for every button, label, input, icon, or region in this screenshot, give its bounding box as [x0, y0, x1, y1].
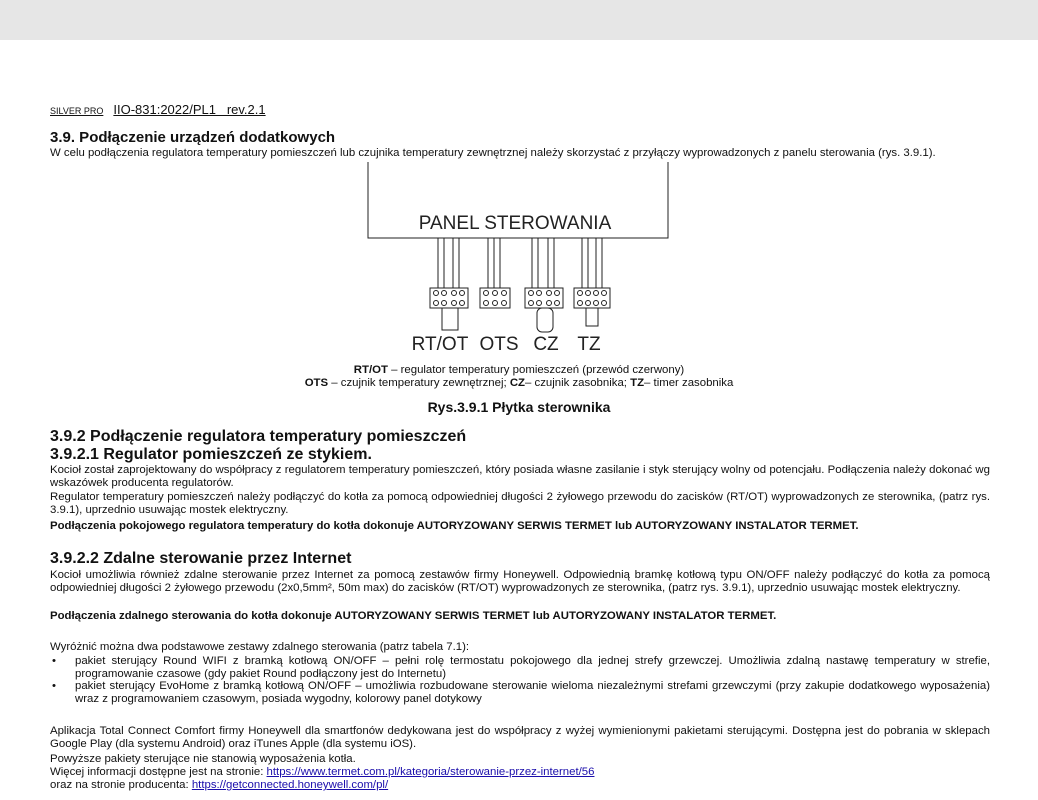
figure-caption: Rys.3.9.1 Płytka sterownika [427, 399, 611, 415]
termet-link[interactable]: https://www.termet.com.pl/kategoria/sterowanie-przez-internet/56 [266, 766, 595, 778]
list-item: • pakiet sterujący EvoHome z bramką kotłową ON/OFF – umożliwia rozbudowane sterowanie wieloma niezależnymi strefami grzewczymi (przy zakupie dodatkowego wyposażenia) wraz z programowaniem czasowym, posiada wygodny, kolorowy panel dotykowy [50, 680, 990, 705]
connector-label-cz: CZ [533, 334, 559, 355]
paragraph-3-9-2-2-b: Podłączenia zdalnego sterowania do kotła dokonuje AUTORYZOWANY SERWIS TERMET lub AUTORYZOWANY INSTALATOR TERMET. [50, 610, 777, 622]
connector-ots [480, 238, 510, 308]
subsection-title-3-9-2-1: 3.9.2.1 Regulator pomieszczeń ze stykiem. [50, 446, 372, 463]
connector-tz [574, 238, 610, 326]
controller-board-diagram [360, 160, 680, 355]
section-intro: W celu podłączenia regulatora temperatury pomieszczeń lub czujnika temperatury zewnętrznej należy skorzystać z przyłączy wyprowadzonych z panelu sterowania (rys. 3.9.1). [50, 147, 936, 159]
paragraph-3-9-2-2-c: Wyróżnić można dwa podstawowe zestawy zdalnego sterowania (patrz tabela 7.1): [50, 641, 470, 653]
connector-label-ots: OTS [479, 334, 519, 355]
honeywell-link[interactable]: https://getconnected.honeywell.com/pl/ [191, 779, 389, 791]
producer-info-line: oraz na stronie producenta: https://getconnected.honeywell.com/pl/ [50, 779, 389, 791]
figure-legend-line-2: OTS – czujnik temperatury zewnętrznej; CZ– czujnik zasobnika; TZ– timer zasobnika [304, 377, 734, 389]
remote-control-sets-list [50, 655, 990, 705]
subsection-title-3-9-2: 3.9.2 Podłączenie regulatora temperatury pomieszczeń [50, 428, 467, 445]
paragraph-3-9-2-2-e: Powyższe pakiety sterujące nie stanowią wyposażenia kotła. [50, 753, 356, 765]
panel-label: PANEL STEROWANIA [418, 213, 612, 234]
list-item: • pakiet sterujący Round WIFI z bramką kotłową ON/OFF – pełni rolę termostatu pokojowego dla jednej strefy grzewczej. Umożliwia zdalną nastawę temperatury w strefie, programowanie czasowe (gdy pakiet Round podłączony jest do Internetu) [50, 655, 990, 680]
connector-rt-ot [430, 238, 468, 330]
figure-legend-line-1: RT/OT – regulator temperatury pomieszczeń (przewód czerwony) [353, 364, 685, 376]
brand-label: SILVER PRO [50, 106, 104, 116]
paragraph-3-9-2-1-b: Regulator temperatury pomieszczeń należy podłączyć do kotła za pomocą odpowiedniej długości 2 żyłowego przewodu do zacisków (RT/OT) wyprowadzonych ze sterownika, (patrz rys. 3.9.1), uprzednio usuwając mostek elektryczny. [50, 491, 990, 516]
more-info-line: Więcej informacji dostępne jest na stronie: https://www.termet.com.pl/kategoria/sterowanie-przez-internet/56 [50, 766, 595, 778]
connector-label-rt-ot: RT/OT [411, 334, 469, 355]
paragraph-3-9-2-1-c: Podłączenia pokojowego regulatora temperatury do kotła dokonuje AUTORYZOWANY SERWIS TERMET lub AUTORYZOWANY INSTALATOR TERMET. [50, 520, 859, 532]
connector-label-tz: TZ [577, 334, 601, 355]
doc-reference: IIO-831:2022/PL1 rev.2.1 [113, 102, 266, 117]
section-title: 3.9. Podłączenie urządzeń dodatkowych [50, 129, 336, 146]
paragraph-3-9-2-2-d: Aplikacja Total Connect Comfort firmy Honeywell dla smartfonów dedykowana jest do współpracy z wyżej wymienionymi pakietami sterującymi. Dostępna jest do pobrania w sklepach Google Play (dla systemu Android) oraz iTunes Apple (dla systemu iOS). [50, 725, 990, 750]
paragraph-3-9-2-2-a: Kocioł umożliwia również zdalne sterowanie przez Internet za pomocą zestawów firmy Honeywell. Odpowiednią bramkę kotłową typu ON/OFF należy podłączyć do kotła za pomocą odpowiedniej długości 2 żyłowego przewodu (2x0,5mm², 50m max) do zacisków (RT/OT) wyprowadzonych ze sterownika, (patrz rys. 3.9.1), uprzednio usuwając mostek elektryczny. [50, 569, 990, 594]
subsection-title-3-9-2-2: 3.9.2.2 Zdalne sterowanie przez Internet [50, 550, 352, 567]
connector-cz [525, 238, 563, 332]
doc-header [50, 102, 266, 117]
paragraph-3-9-2-1-a: Kocioł został zaprojektowany do współpracy z regulatorem temperatury pomieszczeń, który posiada własne zasilanie i styk sterujący wolny od potencjału. Podłączenia należy dokonać wg wskazówek producenta regulatorów. [50, 464, 990, 489]
viewer-toolbar-band [0, 0, 1038, 40]
